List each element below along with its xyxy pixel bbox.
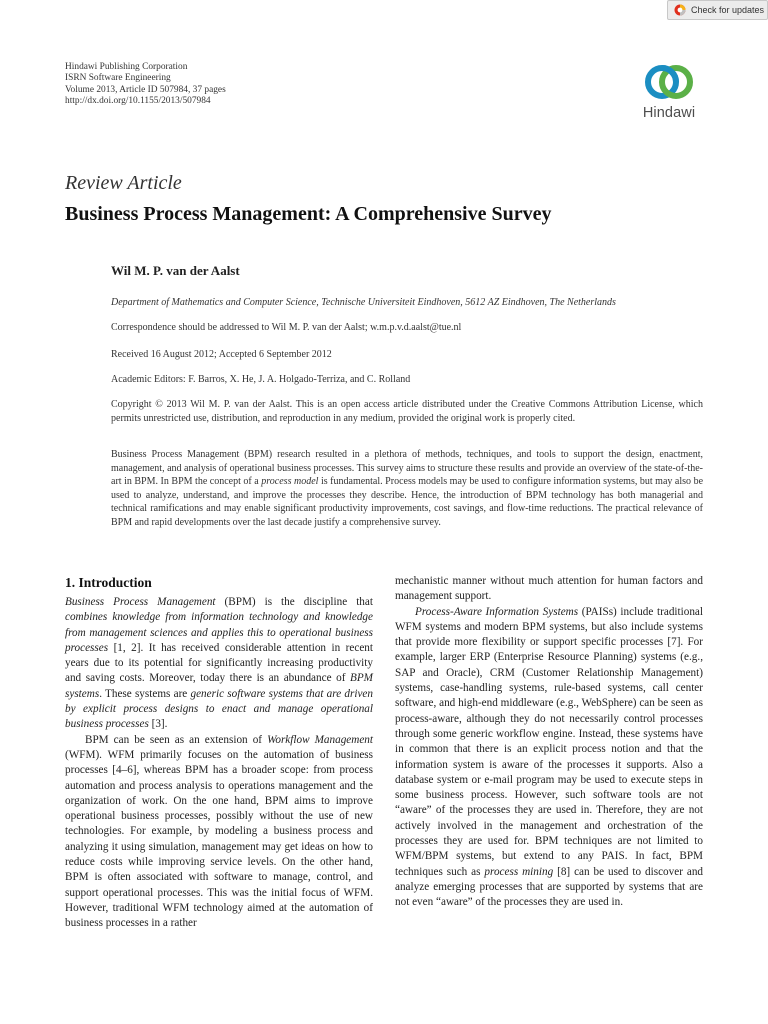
hindawi-rings-icon (641, 60, 697, 104)
journal-name: ISRN Software Engineering (65, 73, 171, 84)
crossmark-icon (674, 4, 686, 16)
intro-p2-text-1: BPM can be seen as an extension of (85, 733, 268, 746)
hindawi-logo-text: Hindawi (642, 105, 696, 121)
check-for-updates-label: Check for updates (691, 5, 765, 15)
abstract (111, 448, 703, 530)
author-name: Wil M. P. van der Aalst (111, 263, 240, 278)
intro-p3-text-2: [8] can be used to discover and analyze emerging processes that are supported by systems that are not even “aware” of the processes they are used in. (395, 865, 704, 909)
article-type: Review Article (65, 172, 182, 194)
intro-p1-text-4: [3]. (148, 718, 168, 731)
left-column (65, 574, 373, 932)
volume-info: Volume 2013, Article ID 507984, 37 pages (65, 84, 226, 95)
term-process-mining: process mining (484, 865, 554, 878)
journal-meta (65, 62, 226, 107)
affiliation: Department of Mathematics and Computer Science, Technische Universiteit Eindhoven, 5612 AZ Eindhoven, The Netherlands (111, 297, 616, 308)
intro-paragraph-3 (395, 605, 703, 911)
bpm-definition: combines knowledge from information technology and knowledge from management sciences and applies this to operational business processes (65, 611, 373, 654)
bpm-systems-definition: generic software systems that are driven by explicit process designs to enact and manage operational business processes (65, 687, 373, 731)
intro-p1-text-2: [1, 2]. It has received considerable attention in recent years due to its potential for significantly increasing productivity and saving costs. Moreover, today there is an abundance of (65, 641, 373, 685)
check-for-updates-button[interactable] (667, 0, 768, 20)
publisher-line: Hindawi Publishing Corporation (65, 62, 188, 72)
article-title: Business Process Management: A Comprehensive Survey (65, 203, 552, 225)
copyright-notice: Copyright © 2013 Wil M. P. van der Aalst. This is an open access article distributed under the Creative Commons Attribution License, which permits unrestricted use, distribution, and reproduction in any medium, provided the original work is properly cited. (111, 399, 703, 424)
term-wfm: Workflow Management (267, 733, 373, 746)
abstract-text-2: is fundamental. Process models may be used to configure information systems, but may also be used to analyze, understand, and improve the processes they describe. Hence, the introduction of BPM technology has both managerial and technical ramifications and may enable significant productivity improvements, cost savings, and flow-time reductions. The practical relevance of BPM and rapid developments over the last decade justify a comprehensive survey. (111, 476, 704, 528)
intro-paragraph-1 (65, 595, 373, 733)
intro-p1-text-3: . These systems are (99, 687, 191, 700)
section-heading-introduction: 1. Introduction (65, 575, 152, 590)
right-column (395, 574, 703, 911)
intro-p3-text-1: (PAISs) include traditional WFM systems and modern BPM systems, but also include systems that provide more flexibility or support specific processes [7]. For example, larger ERP (Enterprise Resource Planning) systems (e.g., SAP and Oracle), CRM (Customer Relationship Management) systems, case-handling systems, rule-based systems, call center software, and high-end middleware (e.g., WebSphere) can be seen as process-aware, although they do not necessarily control processes through some generic workflow engine. Instead, these systems have in common that there is an explicit process notion and that the information system is aware of the processes it supports. Also a database system or e-mail program may be used to execute steps in some business process. However, such software tools are not “aware” of the processes they are used in. Therefore, they are not actively involved in the management and orchestration of the processes they are used for. BPM techniques are not limited to WFM/BPM systems, but extend to any PAIS. In fact, BPM techniques such as (395, 605, 703, 878)
intro-paragraph-2 (65, 733, 373, 932)
correspondence: Correspondence should be addressed to Wil M. P. van der Aalst; w.m.p.v.d.aalst@tue.nl (111, 322, 462, 333)
hindawi-logo (634, 60, 704, 132)
term-bpm-systems: BPM systems (65, 672, 373, 700)
intro-paragraph-2-continued: mechanistic manner without much attention for human factors and management support. (395, 575, 703, 603)
intro-p1-text-1: (BPM) is the discipline that (215, 596, 373, 608)
abstract-text-1: Business Process Management (BPM) research resulted in a plethora of methods, techniques, and tools to support the design, enactment, management, and analysis of operational business processes. This survey aims to structure these results and provide an overview of the state-of-the-art in BPM. In BPM the concept of a (111, 449, 703, 488)
academic-editors: Academic Editors: F. Barros, X. He, J. A. Holgado-Terriza, and C. Rolland (111, 374, 411, 385)
abstract-emphasis: process model (261, 476, 319, 488)
term-bpm: Business Process Management (65, 596, 216, 608)
intro-p2-text-2: (WFM). WFM primarily focuses on the automation of business processes [4–6], whereas BPM has a broader scope: from process automation and process analysis to operations management and the organization of work. On the one hand, BPM aims to improve operational business processes, possibly without the use of new technologies. For example, by modeling a business process and analyzing it using simulation, management may get ideas on how to reduce costs while improving service levels. On the other hand, BPM is often associated with software to manage, control, and support operational processes. This was the initial focus of WFM. However, traditional WFM technology aimed at the automation of business processes in a rather (65, 748, 373, 930)
received-accepted-dates: Received 16 August 2012; Accepted 6 September 2012 (111, 349, 332, 360)
term-paiss: Process-Aware Information Systems (415, 605, 579, 618)
doi-link[interactable]: http://dx.doi.org/10.1155/2013/507984 (65, 95, 211, 106)
